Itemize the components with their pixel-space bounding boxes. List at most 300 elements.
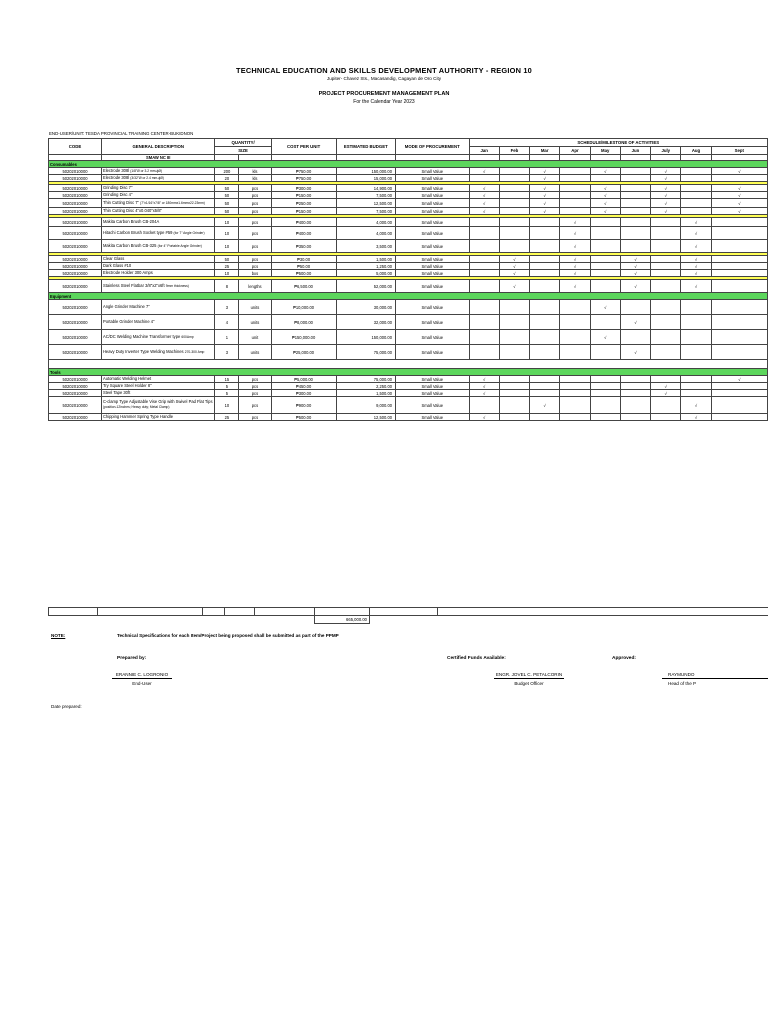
item-code: 50202010000 <box>49 414 102 421</box>
item-budget: 1,500.00 <box>336 390 395 397</box>
schedule-check <box>651 300 681 315</box>
schedule-check <box>499 185 529 192</box>
item-description-note: (3/32"Ø or 2.4 mm-ϕØ) <box>130 175 164 180</box>
item-mode: Small Value <box>396 208 470 215</box>
schedule-check <box>530 414 560 421</box>
schedule-check: √ <box>681 256 711 263</box>
schedule-check <box>590 345 620 360</box>
item-unit: kls <box>239 168 271 175</box>
item-description-main: Try Square Steel Holder 8" <box>102 382 152 388</box>
table-row <box>49 270 768 277</box>
schedule-check: √ <box>681 227 711 240</box>
table-row <box>49 383 768 390</box>
schedule-check <box>499 397 529 414</box>
schedule-check <box>560 168 590 175</box>
item-quantity: 50 <box>215 199 239 208</box>
schedule-check <box>620 376 650 383</box>
schedule-check <box>469 315 499 330</box>
schedule-check <box>620 199 650 208</box>
item-cost: ₱450.00 <box>271 383 336 390</box>
schedule-check <box>711 390 767 397</box>
schedule-check <box>711 227 767 240</box>
item-code: 50202010000 <box>49 199 102 208</box>
item-cost: ₱6,500.00 <box>271 280 336 293</box>
schedule-check: √ <box>651 383 681 390</box>
item-unit: bxs <box>239 270 271 277</box>
schedule-check: √ <box>681 218 711 227</box>
schedule-check <box>651 315 681 330</box>
item-cost: ₱400.00 <box>271 218 336 227</box>
item-cost: ₱150.00 <box>271 208 336 215</box>
schedule-check <box>469 218 499 227</box>
schedule-check: √ <box>651 175 681 182</box>
schedule-check: √ <box>620 270 650 277</box>
schedule-check <box>711 315 767 330</box>
item-budget: 1,500.00 <box>336 256 395 263</box>
schedule-check: √ <box>651 390 681 397</box>
item-description <box>101 414 215 421</box>
month-may: May <box>590 147 620 155</box>
table-row <box>49 345 768 360</box>
col-quantity: QUANTITY/ <box>215 139 271 147</box>
schedule-check <box>530 256 560 263</box>
item-cost: ₱400.00 <box>271 227 336 240</box>
item-cost: ₱350.00 <box>271 240 336 253</box>
item-code: 50202010000 <box>49 300 102 315</box>
schedule-check: √ <box>560 270 590 277</box>
item-code: 50202010000 <box>49 270 102 277</box>
schedule-check <box>651 270 681 277</box>
col-description: GENERAL DESCRIPTION <box>101 139 215 155</box>
header-row-1 <box>49 139 768 147</box>
item-budget: 5,000.00 <box>336 270 395 277</box>
schedule-check <box>681 185 711 192</box>
schedule-check <box>499 218 529 227</box>
schedule-check: √ <box>620 345 650 360</box>
item-unit: pcs <box>239 414 271 421</box>
item-quantity: 25 <box>215 263 239 270</box>
notes-label: NOTE: <box>51 633 66 638</box>
item-description-main: Chipping Hammer Spring Type Handle <box>102 413 173 419</box>
schedule-check: √ <box>590 300 620 315</box>
item-unit: pcs <box>239 208 271 215</box>
schedule-check <box>590 270 620 277</box>
schedule-check <box>681 199 711 208</box>
schedule-check: √ <box>651 192 681 199</box>
item-unit: pcs <box>239 390 271 397</box>
item-budget: 32,000.00 <box>336 315 395 330</box>
item-description <box>101 256 215 263</box>
schedule-check: √ <box>499 263 529 270</box>
item-description <box>101 397 215 414</box>
item-quantity: 3 <box>215 345 239 360</box>
item-budget: 2,250.00 <box>336 383 395 390</box>
schedule-check <box>499 330 529 345</box>
item-budget: 52,000.00 <box>336 280 395 293</box>
item-description-note: (for 7" Angle Grinder) <box>173 230 205 235</box>
schedule-check <box>651 345 681 360</box>
schedule-check <box>711 270 767 277</box>
item-description-note: (7"x1/16"x7/8" or 180mmx1.6mmx22.23mm) <box>140 200 205 205</box>
item-quantity: 5 <box>215 383 239 390</box>
schedule-check: √ <box>620 280 650 293</box>
schedule-check <box>681 168 711 175</box>
schedule-check <box>651 227 681 240</box>
item-code: 50202010000 <box>49 168 102 175</box>
item-description-note: 270-300 Amp <box>184 349 205 354</box>
item-code: 50202010000 <box>49 345 102 360</box>
item-mode: Small Value <box>396 345 470 360</box>
schedule-check <box>469 240 499 253</box>
schedule-check: √ <box>469 192 499 199</box>
schedule-check: √ <box>711 208 767 215</box>
schedule-check <box>590 263 620 270</box>
item-description-main: C-clamp Type Adjustable Vise Grip with Swivel Pad Flat Tips <box>102 399 213 405</box>
item-mode: Small Value <box>396 330 470 345</box>
item-quantity: 20 <box>215 175 239 182</box>
schedule-check <box>620 397 650 414</box>
schedule-check <box>469 227 499 240</box>
item-description-note: (1/8"Ø or 3.2 mm-ϕØ) <box>130 168 163 173</box>
item-cost: ₱900.00 <box>271 397 336 414</box>
table-row <box>49 208 768 215</box>
schedule-check <box>530 390 560 397</box>
schedule-check: √ <box>681 414 711 421</box>
item-quantity: 10 <box>215 270 239 277</box>
table-row <box>49 300 768 315</box>
schedule-check: √ <box>469 390 499 397</box>
schedule-check: √ <box>620 263 650 270</box>
schedule-check <box>590 218 620 227</box>
item-code: 50202010000 <box>49 208 102 215</box>
schedule-check <box>681 383 711 390</box>
item-cost: ₱150.00 <box>271 192 336 199</box>
item-description <box>101 270 215 277</box>
schedule-check <box>590 376 620 383</box>
item-unit: units <box>239 315 271 330</box>
item-unit: pcs <box>239 263 271 270</box>
item-description-note: (position-12inches; Heavy duty; Metal Clamp) <box>102 405 170 409</box>
table-row <box>49 330 768 345</box>
item-mode: Small Value <box>396 280 470 293</box>
item-budget: 7,500.00 <box>336 192 395 199</box>
item-description-note: (for 4" Portable Angle Grinder) <box>157 243 202 248</box>
schedule-check <box>681 175 711 182</box>
schedule-check <box>560 390 590 397</box>
schedule-check <box>711 397 767 414</box>
item-code: 50202010000 <box>49 330 102 345</box>
schedule-check <box>711 175 767 182</box>
schedule-check: √ <box>560 218 590 227</box>
item-quantity: 10 <box>215 240 239 253</box>
schedule-check: √ <box>560 280 590 293</box>
prepared-by-label: Prepared by: <box>117 656 147 661</box>
item-code: 50202010000 <box>49 390 102 397</box>
item-quantity: 15 <box>215 376 239 383</box>
schedule-check: √ <box>530 175 560 182</box>
item-mode: Small Value <box>396 383 470 390</box>
schedule-check <box>620 300 650 315</box>
item-description <box>101 280 215 293</box>
item-unit: unit <box>239 330 271 345</box>
schedule-check: √ <box>651 199 681 208</box>
schedule-check <box>530 345 560 360</box>
approved-signatory <box>662 672 768 686</box>
certified-signatory <box>494 672 564 686</box>
item-description <box>101 175 215 182</box>
schedule-check: √ <box>530 397 560 414</box>
schedule-check: √ <box>590 208 620 215</box>
item-unit: pcs <box>239 218 271 227</box>
item-description <box>101 227 215 240</box>
date-prepared-label: Date prepared: <box>51 704 82 709</box>
schedule-check <box>499 208 529 215</box>
item-unit: pcs <box>239 227 271 240</box>
schedule-check <box>530 227 560 240</box>
item-quantity: 50 <box>215 185 239 192</box>
item-budget: 3,500.00 <box>336 240 395 253</box>
schedule-check <box>711 300 767 315</box>
item-cost: ₱5,000.00 <box>271 376 336 383</box>
schedule-check <box>530 240 560 253</box>
schedule-check <box>560 414 590 421</box>
item-budget: 4,000.00 <box>336 227 395 240</box>
item-cost: ₱300.00 <box>271 185 336 192</box>
item-cost: ₱30.00 <box>271 256 336 263</box>
schedule-check <box>711 263 767 270</box>
schedule-check <box>469 330 499 345</box>
item-mode: Small Value <box>396 192 470 199</box>
item-mode: Small Value <box>396 315 470 330</box>
schedule-check <box>651 263 681 270</box>
schedule-check: √ <box>530 192 560 199</box>
item-quantity: 10 <box>215 218 239 227</box>
schedule-check: √ <box>590 168 620 175</box>
grand-total: 665,000.00 <box>315 616 370 624</box>
month-apr: Apr <box>560 147 590 155</box>
schedule-check <box>499 227 529 240</box>
table-row <box>49 240 768 253</box>
item-mode: Small Value <box>396 240 470 253</box>
schedule-check: √ <box>469 168 499 175</box>
table-row <box>49 397 768 414</box>
item-description-main: Electrode 308l <box>102 167 130 173</box>
certified-name: ENGR. JOVEL C. PETALCORIN <box>495 672 563 677</box>
agency-address: Jupiter- Chavez Sts., Macasandig, Cagayan de Oro City <box>326 76 442 81</box>
item-budget: 1,250.00 <box>336 263 395 270</box>
item-description <box>101 168 215 175</box>
schedule-check <box>530 218 560 227</box>
schedule-check <box>590 240 620 253</box>
schedule-check <box>499 175 529 182</box>
month-aug: Aug <box>681 147 711 155</box>
total-table <box>48 607 768 624</box>
item-description <box>101 240 215 253</box>
item-cost: ₱10,000.00 <box>271 300 336 315</box>
schedule-check: √ <box>469 208 499 215</box>
item-code: 50202010000 <box>49 240 102 253</box>
item-budget: 12,500.00 <box>336 414 395 421</box>
item-budget: 150,000.00 <box>336 168 395 175</box>
item-mode: Small Value <box>396 300 470 315</box>
program-title: SMAW NC III <box>101 155 215 161</box>
item-unit: pcs <box>239 240 271 253</box>
item-mode: Small Value <box>396 199 470 208</box>
table-row <box>49 256 768 263</box>
item-quantity: 25 <box>215 414 239 421</box>
item-description <box>101 383 215 390</box>
item-unit: pcs <box>239 383 271 390</box>
month-sep: Sept <box>711 147 767 155</box>
item-unit: pcs <box>239 376 271 383</box>
schedule-check <box>590 397 620 414</box>
schedule-check <box>499 168 529 175</box>
document-subtitle: For the Calendar Year 2023 <box>353 99 415 105</box>
schedule-check <box>530 383 560 390</box>
schedule-check <box>560 199 590 208</box>
schedule-check <box>620 414 650 421</box>
approved-name: RAYMUNDO <box>662 672 768 679</box>
item-quantity: 3 <box>215 300 239 315</box>
schedule-check <box>651 256 681 263</box>
schedule-check: √ <box>681 270 711 277</box>
schedule-check <box>530 300 560 315</box>
item-description-main: Angle Grinder Machine 7" <box>102 303 150 309</box>
schedule-check: √ <box>711 168 767 175</box>
schedule-check: √ <box>681 240 711 253</box>
item-description-main: Makita Carbon Brush CB-325 <box>102 242 157 248</box>
item-description-main: Stainless Steel Flatbar 3/8"x2"x6ft <box>102 282 165 288</box>
schedule-check <box>681 345 711 360</box>
schedule-check <box>499 199 529 208</box>
schedule-check: √ <box>469 376 499 383</box>
item-cost: ₱250.00 <box>271 199 336 208</box>
item-quantity: 200 <box>215 168 239 175</box>
prepared-position: End-User <box>132 681 152 686</box>
item-budget: 15,000.00 <box>336 175 395 182</box>
item-quantity: 8 <box>215 280 239 293</box>
item-code: 50202010000 <box>49 397 102 414</box>
schedule-check <box>711 240 767 253</box>
schedule-check: √ <box>590 199 620 208</box>
item-code: 50202010000 <box>49 315 102 330</box>
item-description-main: Steel Tape 30ft <box>102 389 131 395</box>
item-code: 50202010000 <box>49 227 102 240</box>
table-row <box>49 414 768 421</box>
schedule-check <box>560 175 590 182</box>
schedule-check <box>681 315 711 330</box>
item-mode: Small Value <box>396 376 470 383</box>
schedule-check <box>499 383 529 390</box>
schedule-check <box>469 256 499 263</box>
schedule-check <box>620 208 650 215</box>
schedule-check: √ <box>530 199 560 208</box>
schedule-check <box>620 390 650 397</box>
item-budget: 4,000.00 <box>336 218 395 227</box>
schedule-check <box>499 315 529 330</box>
schedule-check <box>560 376 590 383</box>
item-description <box>101 185 215 192</box>
item-description <box>101 330 215 345</box>
certified-funds-label: Certified Funds Available: <box>447 656 506 661</box>
item-code: 50202010000 <box>49 383 102 390</box>
schedule-check: √ <box>499 270 529 277</box>
schedule-check: √ <box>651 185 681 192</box>
schedule-check <box>620 218 650 227</box>
schedule-check <box>681 376 711 383</box>
schedule-check <box>651 240 681 253</box>
item-budget: 75,000.00 <box>336 345 395 360</box>
blank-row <box>49 360 768 369</box>
item-quantity: 50 <box>215 208 239 215</box>
schedule-check <box>651 414 681 421</box>
prepared-signatory <box>112 672 172 686</box>
schedule-check <box>560 397 590 414</box>
schedule-check <box>499 414 529 421</box>
schedule-check <box>560 315 590 330</box>
schedule-check <box>590 383 620 390</box>
schedule-check <box>530 263 560 270</box>
table-row <box>49 227 768 240</box>
table-row <box>49 185 768 192</box>
item-description <box>101 376 215 383</box>
table-row <box>49 218 768 227</box>
month-jun: Jun <box>620 147 650 155</box>
table-row <box>49 390 768 397</box>
item-description-note: 600Amp <box>181 334 194 339</box>
item-description-main: Grinding Disc 7" <box>102 184 133 190</box>
item-description-main: Grinding Disc 4" <box>102 191 133 197</box>
schedule-check <box>590 315 620 330</box>
item-description-main: Electrode Holder 300 Amps <box>102 269 153 275</box>
schedule-check <box>560 300 590 315</box>
schedule-check <box>651 376 681 383</box>
item-code: 50202010000 <box>49 376 102 383</box>
item-code: 50202010000 <box>49 192 102 199</box>
item-description <box>101 218 215 227</box>
col-size: SIZE <box>215 147 271 155</box>
item-description-main: Electrode 308l <box>102 174 130 180</box>
item-budget: 14,900.00 <box>336 185 395 192</box>
schedule-check: √ <box>590 192 620 199</box>
item-code: 50202010000 <box>49 280 102 293</box>
schedule-check: √ <box>560 256 590 263</box>
item-description-main: Thin Cutting Disc 4"x0.040"x5/8" <box>102 207 162 213</box>
schedule-check <box>681 300 711 315</box>
schedule-check <box>711 414 767 421</box>
table-row <box>49 199 768 208</box>
schedule-check: √ <box>711 192 767 199</box>
schedule-check <box>620 383 650 390</box>
item-budget: 7,500.00 <box>336 208 395 215</box>
schedule-check: √ <box>681 263 711 270</box>
item-description-note: 9mm thickness) <box>165 283 189 288</box>
schedule-check <box>711 345 767 360</box>
schedule-check <box>711 218 767 227</box>
item-description <box>101 345 215 360</box>
schedule-check <box>499 300 529 315</box>
schedule-check <box>530 280 560 293</box>
item-quantity: 10 <box>215 227 239 240</box>
schedule-check: √ <box>620 256 650 263</box>
schedule-check: √ <box>590 185 620 192</box>
item-unit: lengths <box>239 280 271 293</box>
item-unit: pcs <box>239 185 271 192</box>
item-mode: Small Value <box>396 185 470 192</box>
item-description-main: AC/DC Welding Machine Transformer type <box>102 333 181 339</box>
item-cost: ₱500.00 <box>271 270 336 277</box>
item-quantity: 50 <box>215 256 239 263</box>
